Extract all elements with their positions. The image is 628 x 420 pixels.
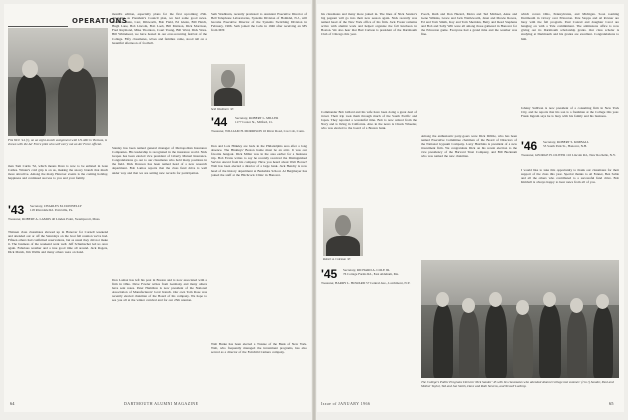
alumni-college-photo-caption: The College's Public Programs Director Nick Sandor '45 with his classmates who attended Alumni College last summer: (l to r) Sandor, Paul and Mother Taylor, Ted and Jan Smith, Dave and Ruth Stevens, and Newell Lathrop. [421,380,614,388]
portrait-coleman [323,208,363,256]
portrait-coleman-caption: Robert A. Coleman '43 [323,257,351,261]
column2-text-b: Stanley has been named general manager of Metropolitan Insurance Companies. His leadership is recognized in the insurance world. Nick Grapes has been elected vice president of Liberty Mutual Insurance. Congratulations go out to our classmates who hold many positions in the field. Dick Dawson has been named head of a new research department. Bob Lamos reports that the class fund drive is well under way and that we are setting new records for participation. [112,146,207,175]
treasurer-46: Treasurer, GEORGE H. OLIVER 116 Lincoln Rd., New Rochelle, N.Y. [521,153,616,157]
vietnam-photo [8,28,108,136]
portrait-washburn-caption: Seth Washburn '43 [211,107,234,111]
column3-text-b: Don and Lois Hinkley are back in the Philadelphia area after a long absence. The Hinkleys' Boston home must be an attic. It was our favorite hangout. Dick Miller was in the area earlier for a business trip. Bob Evans writes to say he recently received the Distinguished Service Award from his company. Have you heard about Walt Bovee? Walt has been elected a director of a large bank. Jack Hendry is now head of the history department at Berkshire School. Al Bergmeyer has joined the staff at the Hitchcock Clinic in Hanover. [211,144,307,177]
column1-text-a-right: his classmates and many more joined in. The lines of Nick Sandor's big pageant will go into their new season again. Nick recently was named head of the New York office of his firm. Jack Foster remains active with alumni work and helped organize the fall luncheon in Boston. We also hear that Bud Carlson is president of the Dartmouth Club of Chicago this year. [321,12,417,37]
right-page [317,4,624,412]
page-number-right: 65 [609,401,614,406]
column2-text-a-right: Pooch, Ruth and Don Hazard, Moira and Ted Michael, Anne and Gene Wilkins, Grace and Jack Wattleworth, Janet and Mowie Rowes, Ed and Tom Smith, Kay and Tom Sheridan, Betty and Reed Stephens and Bob and Sally Wilt were all among those gathered in Hanover for the Princeton game. Everyone had a grand time and the weather was fine. [421,12,517,37]
column3-text-c: Walt Burke has been elected a Trustee of the Bank of New York. Walt, who frequently managed the investment programs, has also served as a director of the Fairchild Camera company. [211,342,307,355]
treasurer-43: Treasurer, ROBERT A. LAMOS 40 Linden Point, Swampscott, Mass. [8,217,101,221]
column3-text-c-right: I would like to take this opportunity to thank our classmates for their support of the class this year. Special thanks to Al Fenner, Ben Sable and all the others who contributed to a successful fund drive. Bob Kimball is always happy to hear news from all of you. [521,168,619,185]
class-43-header [8,202,108,232]
column3-text-a-right: which covers Ohio, Pennsylvania, and Michigan. Soon roaming Dartmouth in victory over Princeton. Pete Stopps and Al Rovner are busy with the fall program. Paul Conrad and daughter Carol are hanging on with a Yale commitment. The admissions office is now giving out its Dartmouth scholarship grants. Our class scholar is studying at Dartmouth and his grades are excellent. Congratulations to him. [521,12,619,41]
left-page [4,4,311,412]
footer-right: Issue of JANUARY 1966 [321,401,371,406]
secretary-address-45: 76 Cottage Farms Rd., East Aldeham, Me. [343,272,399,276]
column1-text-b: Thirteen class classmates showed up in Hanover for Cornell weekend and attended our or off the Saturdays on the boat fall reunion we've had. Fifteen others had confirmed reservations, but as usual they did not make it. The business of the weekend went well. Jeff Schumacher led us once again. Fabulous weather and a true good time all around. Jack Rogers, Dick Marsh, Jim Wallis and many others were on hand. [8,230,108,255]
column1-text-a: man Tom Curtis '32, which means Dave is now to be enlisted in Gate Cattles. Winter's cold grip is on us, making the snowy branch that much more attractive. Among the many Hanover events is the coming holiday, happiness and continued success to you and your family. [8,164,108,181]
column3-text-b-right: Johnny Sullivan is now president of a consulting firm in New York City, and he reports that his son is a freshman at the College this year. Frank Ingram says he is busy with his family and his business. [521,106,619,119]
secretary-46: Secretary, ROBERT S. KIMBALL [543,140,589,144]
footer-left: DARTMOUTH ALUMNI MAGAZINE [124,401,199,406]
column2-text-a: month's edition, especially plans for the first upcoming 25th. Attending as President's Council plan, we had some good news. Gardner Dunn, Carr, Dilsworth, Bob Field, Ed Glenn, Bill Hatch, Hugh Lane, Bob Lincoln, Bob Loeb, Bill Mattson, Dick Morrison, Fred Raymond, Mike Thornton, Court Young, Bill Ward, Dick Ware. Bill Whitehead, we have hosted in our ever-recurring festival of the College. Fifty classmates, wives and families came, stood tall on a beautiful afternoon of football. [112,12,207,45]
page-number-left: 64 [10,401,15,406]
class-46-header [521,138,619,168]
class-number-43: '43 [8,203,25,217]
secretary-44: Secretary, ROBERT L. MILLER [235,116,279,120]
class-number-45: '45 [321,267,338,281]
secretary-address-43: 118 Riverdale Rd. Pottsville, Pa. [30,208,74,212]
secretary-address-46: 53 South Park St., Hanover, N.H. [543,144,588,148]
column3-text-a: Seth Washburn, recently promoted to Assistant Executive Director of Bell Telephone Laboratories, Systems Division of Holmdel, N.J., will become Executive Director of the Systems Switching Division in February, 1966. Seth joined the Labs in 1946 after receiving an MS from MIT. [211,12,307,33]
treasurer-45: Treasurer, HARRY L. HOWARD 57 Central Ave., Larchmont, N.Y. [321,281,411,285]
secretary-address-44: 1177 Coster St., Milford, Ct. [235,120,273,124]
column2-text-c: Don Lomax has left his post in Boston and is now associated with a firm in Ohio. Dave Fowler writes from Germany and many others have sent notes. Peter Hamilton is now president of the National Association of Manufacturers' local branch. Our own Tom Rose was recently elected chairman of the Board of his company. We hope to see you all at the winter carnival and for our 25th reunion. [112,278,207,303]
portrait-washburn [211,64,245,106]
column2-text-b-right: Among the enthusiastic party-goers were Dick Dibble, who has been named Executive Committee chairman of the Board of Directors of the National Gypsum Company. Larry Hutchins is president of a new investment firm. We congratulate Dick on his recent election to the vice presidency of the Harvard Trust Company, and Bill Bucknam who was named the new chairman. [421,134,517,159]
page-gutter [312,0,316,420]
secretary-45: Secretary, RICHARD A. COLE JR. [343,268,391,272]
class-45-header [321,266,417,296]
class-number-46: '46 [521,139,538,153]
treasurer-44: Treasurer, WILLIAM H. MORRISON 16 River Road, Cos Cob, Conn. [211,129,305,133]
section-title: OPERATIONS [72,17,128,25]
alumni-college-photo [421,260,619,378]
secretary-43: Secretary, CHARLES M. DONNELLY [30,204,82,208]
title-rule-left [8,26,68,27]
class-number-44: '44 [211,115,228,129]
class-44-header [211,114,307,144]
column1-text-b-right: Commander Bob Gillard and his wife have been doing a great deal of travel. Their trip took them through much of the South Pacific and Japan. They reported a wonderful time. Bob is now retired from the Navy and is living in California. Also in the news is Chuck Wheeler, who was elected to the board of a Boston bank. [321,110,417,131]
vietnam-photo-caption: Fitz Weir '44 (r), on an eight-month assignment with US AID in Vietnam, is shown with the Air Force pilot who will carry out an Air Force official. [8,138,108,146]
